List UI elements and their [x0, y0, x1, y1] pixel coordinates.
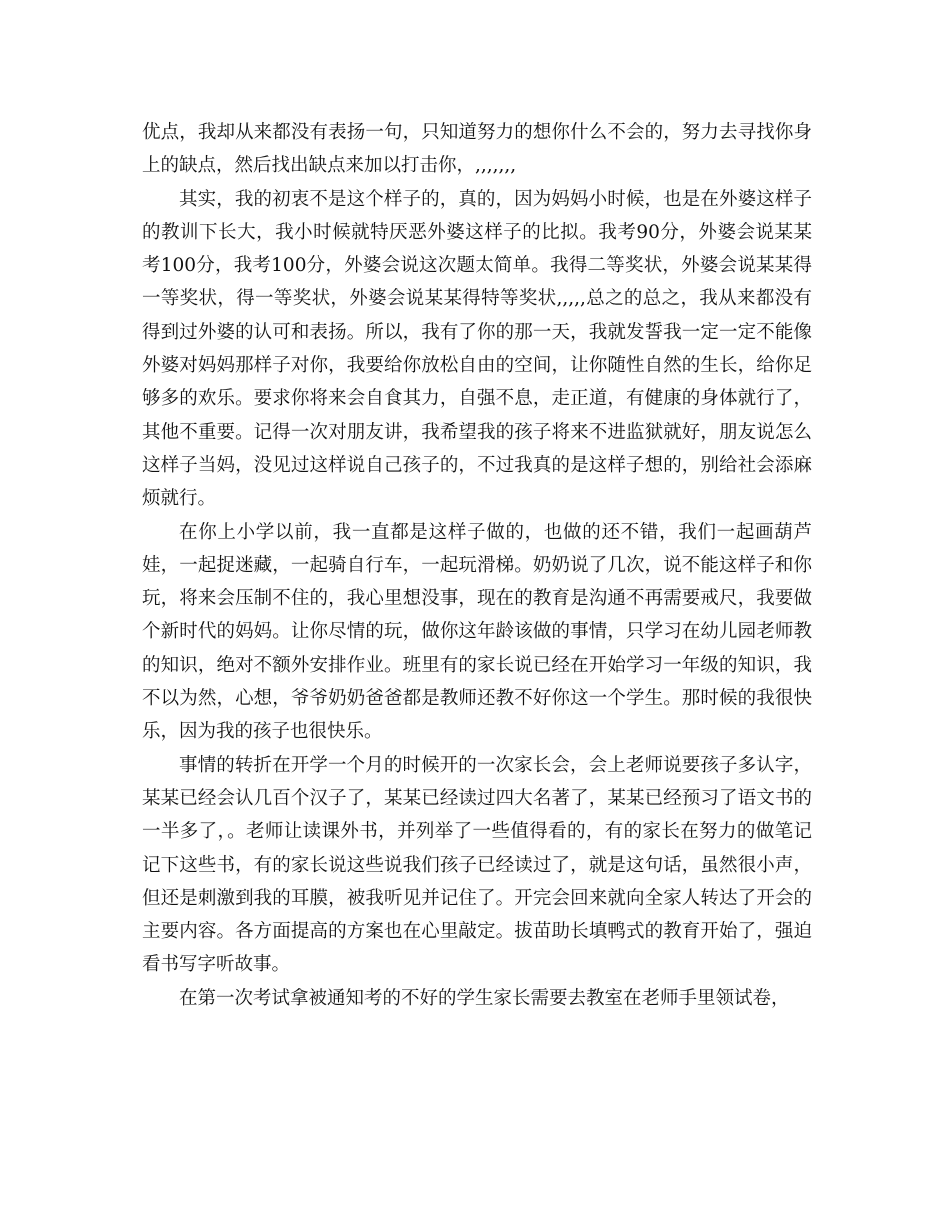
paragraph-3: 在你上小学以前，我一直都是这样子做的，也做的还不错，我们一起画葫芦娃，一起捉迷藏，一起骑自行车，一起玩滑梯。奶奶说了几次，说不能这样子和你玩，将来会压制不住的，我心里想没事，现在的教育是沟通不再需要戒尺，我要做个新时代的妈妈。让你尽情的玩，做你这年龄该做的事情，只学习在幼儿园老师教的知识，绝对不额外安排作业。班里有的家长说已经在开始学习一年级的知识，我不以为然，心想，爷爷奶奶爸爸都是教师还教不好你这一个学生。那时候的我很快乐，因为我的孩子也很快乐。 — [142, 521, 812, 743]
paragraph-5: 在第一次考试拿被通知考的不好的学生家长需要去教室在老师手里领试卷， — [179, 987, 790, 1009]
document-body — [142, 116, 812, 1015]
paragraph-4: 事情的转折在开学一个月的时候开的一次家长会，会上老师说要孩子多认字，某某已经会认几百个汉子了，某某已经读过四大名著了，某某已经预习了语文书的一半多了，。老师让读课外书，并列举了一些值得看的，有的家长在努力的做笔记记下这些书，有的家长说这些说我们孩子已经读过了，就是这句话，虽然很小声，但还是刺激到我的耳膜，被我听见并记住了。开完会回来就向全家人转达了开会的主要内容。各方面提高的方案也在心里敲定。拔苗助长填鸭式的教育开始了，强迫看书写字听故事。 — [142, 754, 812, 976]
paragraph-1: 优点，我却从来都没有表扬一句，只知道努力的想你什么不会的，努力去寻找你身上的缺点，然后找出缺点来加以打击你，,,,,,,, — [142, 122, 812, 177]
paragraph-2: 其实，我的初衷不是这个样子的，真的，因为妈妈小时候，也是在外婆这样子的教训下长大，我小时候就特厌恶外婆这样子的比拟。我考90分，外婆会说某某考100分，我考100分，外婆会说这次题太简单。我得二等奖状，外婆会说某某得一等奖状，得一等奖状，外婆会说某某得特等奖状,,,,,总之的总之，我从来都没有得到过外婆的认可和表扬。所以，我有了你的那一天，我就发誓我一定一定不能像外婆对妈妈那样子对你，我要给你放松自由的空间，让你随性自然的生长，给你足够多的欢乐。要求你将来会自食其力，自强不息，走正道，有健康的身体就行了，其他不重要。记得一次对朋友讲，我希望我的孩子将来不进监狱就好，朋友说怎么这样子当妈，没见过这样说自己孩子的，不过我真的是这样子想的，别给社会添麻烦就行。 — [142, 188, 812, 510]
